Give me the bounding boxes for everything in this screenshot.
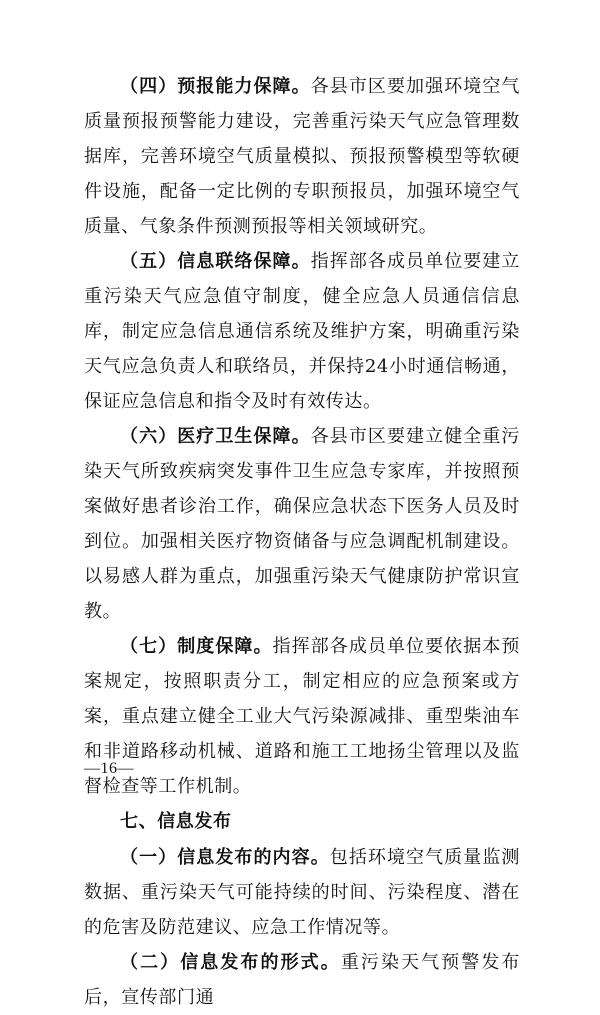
paragraph-release-content bbox=[84, 840, 520, 945]
paragraph-body: 包括环境空气质量监测数据、重污染天气可能持续的时间、污染程度、潜在的危害及防范建议、应急工作情况等。 bbox=[84, 847, 520, 938]
paragraph-lead: （四）预报能力保障。 bbox=[120, 76, 311, 97]
paragraph-lead: （七）制度保障。 bbox=[120, 636, 273, 657]
paragraph-release-form bbox=[84, 945, 520, 1015]
paragraph-forecast-capability bbox=[84, 69, 520, 244]
page-number: —16— bbox=[84, 760, 134, 777]
paragraph-lead: （六）医疗卫生保障。 bbox=[120, 426, 311, 447]
paragraph-lead: （一）信息发布的内容。 bbox=[120, 847, 330, 868]
paragraph-lead: （二）信息发布的形式。 bbox=[120, 952, 341, 973]
section-heading-information-release: 七、信息发布 bbox=[120, 811, 232, 832]
page-content bbox=[84, 69, 520, 1015]
paragraph-system-guarantee bbox=[84, 629, 520, 804]
paragraph-body: 指挥部各成员单位要依据本预案规定，按照职责分工，制定相应的应急预案或方案，重点建立健全工业大气污染源减排、重型柴油车和非道路移动机械、道路和施工工地扬尘管理以及监督检查等工作机制。 bbox=[84, 636, 520, 797]
paragraph-medical-health bbox=[84, 419, 520, 629]
paragraph-lead: （五）信息联络保障。 bbox=[120, 251, 311, 272]
paragraph-body: 各县市区要加强环境空气质量预报预警能力建设，完善重污染天气应急管理数据库，完善环境空气质量模拟、预报预警模型等软硬件设施，配备一定比例的专职预报员，加强环境空气质量、气象条件预测预报等相关领域研究。 bbox=[84, 76, 520, 237]
paragraph-body: 指挥部各成员单位要建立重污染天气应急值守制度，健全应急人员通信信息库，制定应急信息通信系统及维护方案，明确重污染天气应急负责人和联络员，并保持24小时通信畅通，保证应急信息和指令及时有效传达。 bbox=[84, 251, 520, 412]
paragraph-information-liaison bbox=[84, 244, 520, 419]
paragraph-body: 重污染天气预警发布后，宣传部门通 bbox=[84, 952, 520, 1008]
paragraph-body: 各县市区要建立健全重污染天气所致疾病突发事件卫生应急专家库，并按照预案做好患者诊治工作，确保应急状态下医务人员及时到位。加强相关医疗物资储备与应急调配机制建设。以易感人群为重点，加强重污染天气健康防护常识宣教。 bbox=[84, 426, 520, 622]
